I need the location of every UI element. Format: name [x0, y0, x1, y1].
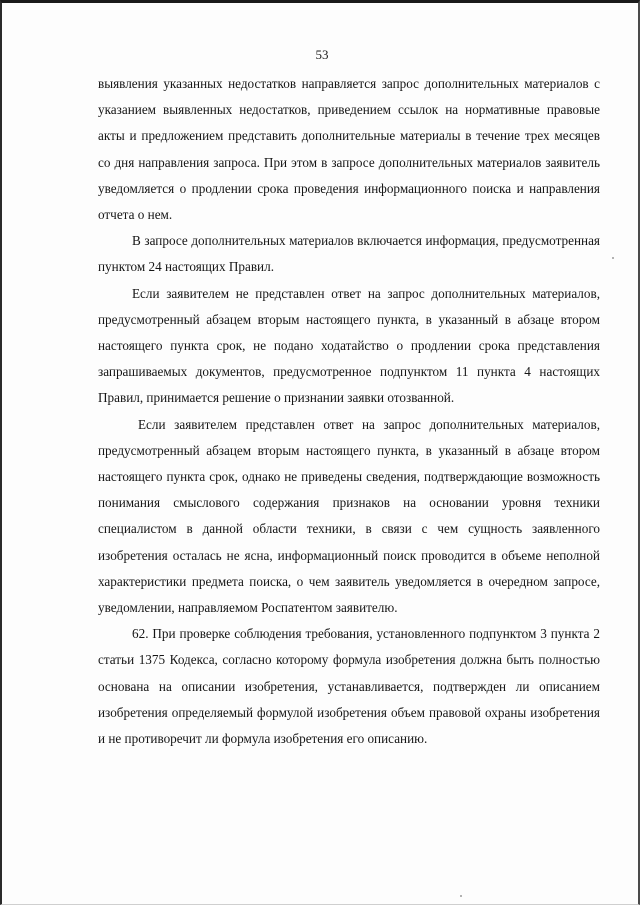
document-body	[98, 71, 600, 752]
paragraph-no-response: Если заявителем не представлен ответ на запрос дополнительных материалов, предусмотренный абзацем вторым настоящего пункта, в указанный в абзаце втором настоящего пункта срок, не подано ходатайство о продлении срока представления запрашиваемых документов, предусмотренное подпунктом 11 пункта 4 настоящих Правил, принимается решение о признании заявки отозванной.	[98, 285, 600, 406]
paragraph-continuation: выявления указанных недостатков направляется запрос дополнительных материалов с указанием выявленных недостатков, приведением ссылок на нормативные правовые акты и предложением представить дополнительные материалы в течение трех месяцев со дня направления запроса. При этом в запросе дополнительных материалов заявитель уведомляется о продлении срока проведения информационного поиска и направления отчета о нем.	[98, 76, 600, 223]
page-number: 53	[315, 47, 329, 62]
paragraph-item-62: 62. При проверке соблюдения требования, установленного подпунктом 3 пункта 2 статьи 1375 Кодекса, согласно которому формула изобретения должна быть полностью основана на описании изобретения, устанавливается, подтвержден ли описанием изобретения определяемый формулой изобретения объем правовой охраны изобретения и не противоречит ли формула изобретения его описанию.	[98, 626, 600, 747]
scan-speck	[612, 257, 614, 259]
paragraph-request-contents: В запросе дополнительных материалов включается информация, предусмотренная пунктом 24 настоящих Правил.	[98, 233, 600, 275]
paragraph-incomplete-response: Если заявителем представлен ответ на запрос дополнительных материалов, предусмотренный абзацем вторым настоящего пункта, в указанный в абзаце втором настоящего пункта срок, однако не приведены сведения, подтверждающие возможность понимания смыслового содержания признаков на основании уровня техники специалистом в данной области техники, в связи с чем сущность заявленного изобретения осталась не ясна, информационный поиск проводится в объеме неполной характеристики предмета поиска, о чем заявитель уведомляется в очередном запросе, уведомлении, направляемом Роспатентом заявителю.	[98, 416, 600, 616]
scan-speck	[460, 895, 462, 897]
